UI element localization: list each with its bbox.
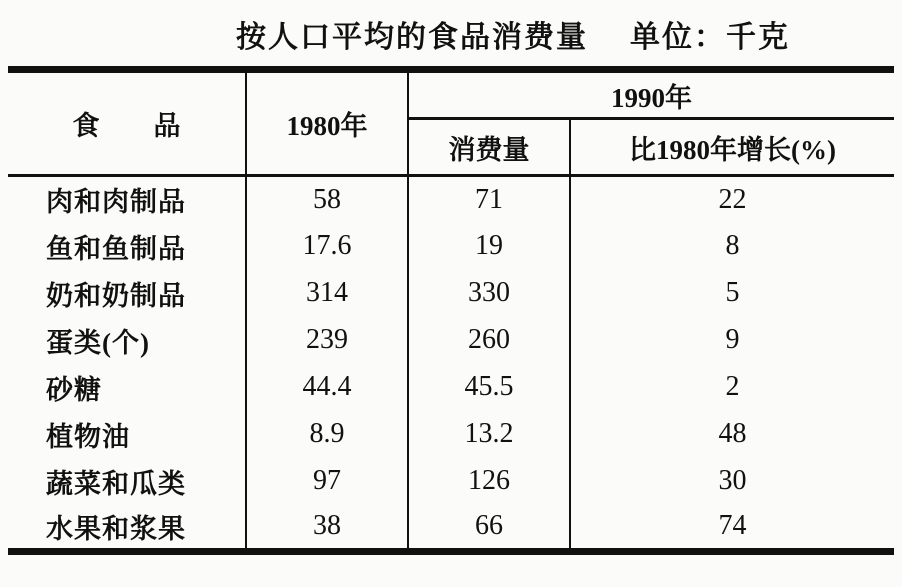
value-1980-cell: 38: [246, 505, 408, 552]
food-consumption-table: [8, 66, 894, 555]
food-name-cell: 奶和奶制品: [8, 270, 246, 317]
header-growth: 比1980年增长(%): [570, 119, 894, 176]
value-1980-cell: 8.9: [246, 411, 408, 458]
growth-cell: 8: [725, 230, 740, 261]
header-food: 食 品: [8, 70, 246, 176]
table-row: [8, 176, 894, 223]
growth-cell: 22: [718, 183, 747, 215]
value-1980-cell: 239: [246, 317, 408, 364]
value-1990-cell: 66: [408, 505, 570, 552]
food-name-cell: 蛋类(个): [8, 317, 246, 364]
table-row: [8, 505, 894, 552]
value-1980-cell: 58: [246, 176, 408, 223]
food-name-cell: 肉和肉制品: [8, 176, 246, 223]
value-1990-cell: 126: [408, 458, 570, 505]
table-row: [8, 411, 894, 458]
value-1990-cell: 19: [408, 223, 570, 270]
food-name-cell: 砂糖: [8, 364, 246, 411]
header-1990: 1990年: [408, 70, 894, 119]
value-1980-cell: 314: [246, 270, 408, 317]
page-title: 按人口平均的食品消费量: [236, 21, 588, 54]
growth-cell: 5: [725, 277, 740, 308]
table-row: [8, 458, 894, 505]
value-1990-cell: 13.2: [408, 411, 570, 458]
value-1980-cell: 97: [246, 458, 408, 505]
growth-cell: 74: [718, 510, 747, 542]
header-1980: 1980年: [246, 70, 408, 176]
table-row: [8, 270, 894, 317]
value-1990-cell: 260: [408, 317, 570, 364]
growth-cell: 9: [725, 324, 740, 355]
value-1980-cell: 17.6: [246, 223, 408, 270]
value-1990-cell: 330: [408, 270, 570, 317]
table-row: [8, 364, 894, 411]
food-name-cell: 鱼和鱼制品: [8, 223, 246, 270]
value-1990-cell: 71: [408, 176, 570, 223]
value-1980-cell: 44.4: [246, 364, 408, 411]
food-name-cell: 水果和浆果: [8, 505, 246, 552]
header-consumption: 消费量: [408, 119, 570, 176]
growth-cell: 48: [718, 418, 747, 449]
value-1990-cell: 45.5: [408, 364, 570, 411]
table-row: [8, 317, 894, 364]
growth-cell: 30: [718, 465, 747, 496]
page-title-row: [0, 0, 902, 56]
food-name-cell: 植物油: [8, 411, 246, 458]
growth-cell: 2: [725, 371, 740, 402]
food-name-cell: 蔬菜和瓜类: [8, 458, 246, 505]
unit-label: 单位：千克: [630, 21, 790, 54]
table-row: [8, 223, 894, 270]
